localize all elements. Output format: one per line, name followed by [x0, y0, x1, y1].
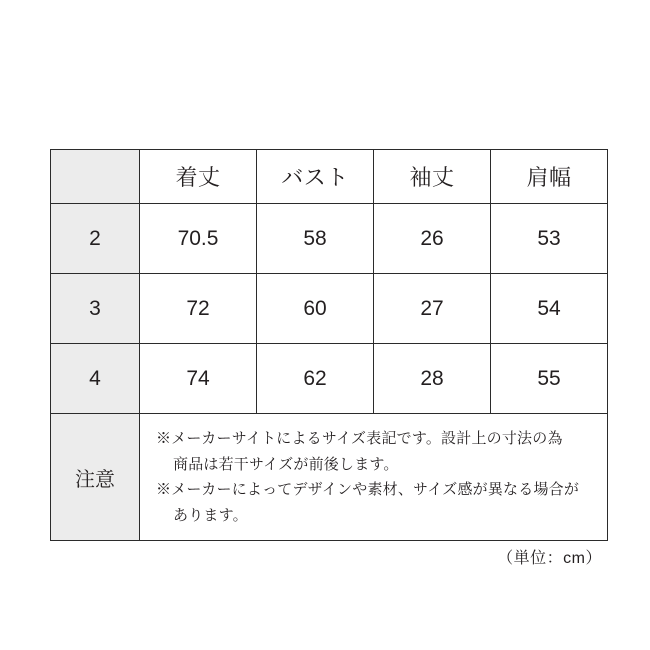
- cell-size4-length: 74: [140, 344, 257, 414]
- cell-size3-length: 72: [140, 274, 257, 344]
- row-header-size-3: 3: [51, 274, 140, 344]
- row-header-size-4: 4: [51, 344, 140, 414]
- note-line-3: ※メーカーによってデザインや素材、サイズ感が異なる場合が: [156, 481, 580, 498]
- size-table-head: [51, 150, 608, 204]
- column-header-length: [140, 150, 257, 204]
- header-row: [51, 150, 608, 204]
- cell-size4-shoulder: 55: [491, 344, 608, 414]
- table-row: [51, 344, 608, 414]
- cell-size4-bust: 62: [257, 344, 374, 414]
- column-header-bust: [257, 150, 374, 204]
- table-row: [51, 274, 608, 344]
- unit-note: （単位：cm）: [497, 550, 602, 567]
- cell-size2-length: 70.5: [140, 204, 257, 274]
- cell-size2-sleeve: 26: [374, 204, 491, 274]
- cell-size4-sleeve: 28: [374, 344, 491, 414]
- corner-cell: [51, 150, 140, 204]
- cell-size2-bust: 58: [257, 204, 374, 274]
- size-table-body: [51, 204, 608, 541]
- note-row: [51, 414, 608, 541]
- column-header-shoulder-label: 肩幅: [526, 165, 572, 190]
- column-header-shoulder: [491, 150, 608, 204]
- note-text: [140, 414, 608, 541]
- table-row: [51, 204, 608, 274]
- note-line-4: あります。: [173, 506, 248, 524]
- cell-size3-bust: 60: [257, 274, 374, 344]
- row-header-size-2: 2: [51, 204, 140, 274]
- note-line-2: 商品は若干サイズが前後します。: [173, 455, 399, 473]
- size-table: [50, 149, 608, 541]
- note-line-1: ※メーカーサイトによるサイズ表記です。設計上の寸法の為: [156, 430, 563, 447]
- cell-size3-shoulder: 54: [491, 274, 608, 344]
- column-header-bust-label: バスト: [281, 165, 349, 190]
- cell-size2-shoulder: 53: [491, 204, 608, 274]
- note-label: 注意: [51, 414, 140, 541]
- cell-size3-sleeve: 27: [374, 274, 491, 344]
- column-header-sleeve: [374, 150, 491, 204]
- size-table-container: [50, 149, 602, 567]
- column-header-sleeve-label: 袖丈: [409, 165, 455, 190]
- column-header-length-label: 着丈: [175, 165, 221, 190]
